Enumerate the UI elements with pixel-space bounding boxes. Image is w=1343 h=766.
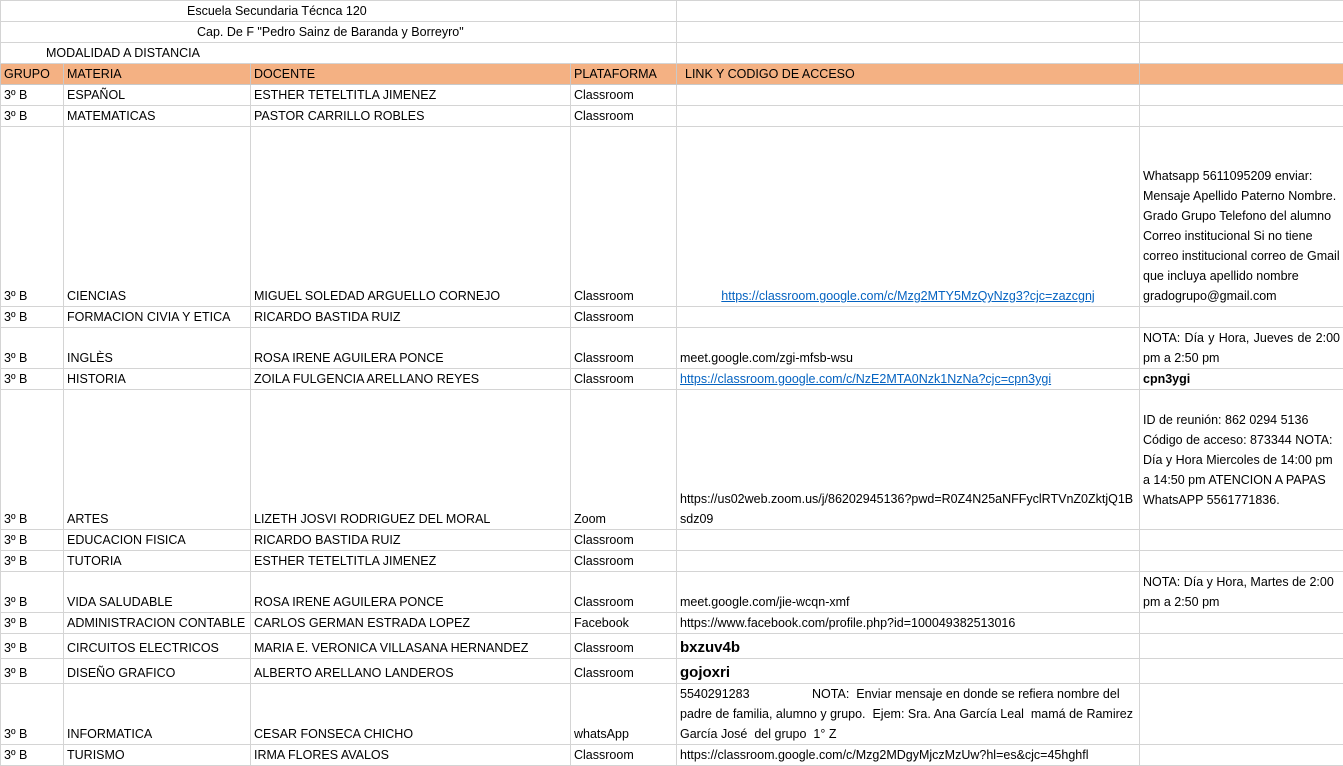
cell-grupo: 3º B xyxy=(1,530,64,551)
cell-materia: INGLÈS xyxy=(64,328,251,369)
cell-plataforma: Classroom xyxy=(571,634,677,659)
cell-plataforma: Classroom xyxy=(571,572,677,613)
cell-materia: HISTORIA xyxy=(64,369,251,390)
cell-link xyxy=(677,307,1140,328)
cell-link: meet.google.com/jie-wcqn-xmf xyxy=(677,572,1140,613)
cell-materia: ESPAÑOL xyxy=(64,85,251,106)
table-row xyxy=(1,127,1343,307)
cell-materia: EDUCACION FISICA xyxy=(64,530,251,551)
table-row xyxy=(1,307,1343,328)
cell-grupo: 3º B xyxy=(1,634,64,659)
cell-plataforma: Zoom xyxy=(571,390,677,530)
cell-nota xyxy=(1140,613,1343,634)
table-row xyxy=(1,572,1343,613)
cell-materia: TURISMO xyxy=(64,745,251,766)
header-grupo: GRUPO xyxy=(1,64,64,85)
header-link: LINK Y CODIGO DE ACCESO xyxy=(677,64,1140,85)
cell-plataforma: Classroom xyxy=(571,369,677,390)
cell-nota xyxy=(1140,551,1343,572)
cell-nota xyxy=(1140,85,1343,106)
cell-materia: CIENCIAS xyxy=(64,127,251,307)
cell-plataforma: Classroom xyxy=(571,659,677,684)
cell-link xyxy=(677,106,1140,127)
cell-grupo: 3º B xyxy=(1,659,64,684)
cell-docente: ZOILA FULGENCIA ARELLANO REYES xyxy=(251,369,571,390)
cell-materia: MATEMATICAS xyxy=(64,106,251,127)
cell-plataforma: Classroom xyxy=(571,85,677,106)
cell-materia: DISEÑO GRAFICO xyxy=(64,659,251,684)
cell-link: meet.google.com/zgi-mfsb-wsu xyxy=(677,328,1140,369)
table-row xyxy=(1,390,1343,530)
cell-link: gojoxri xyxy=(677,659,1140,684)
empty-cell xyxy=(1140,1,1343,22)
cell-link: https://www.facebook.com/profile.php?id=100049382513016 xyxy=(677,613,1140,634)
cell-docente: ESTHER TETELTITLA JIMENEZ xyxy=(251,85,571,106)
table-row xyxy=(1,106,1343,127)
table-row xyxy=(1,369,1343,390)
cell-materia: ADMINISTRACION CONTABLE xyxy=(64,613,251,634)
empty-cell xyxy=(677,1,1140,22)
cell-link: 5540291283 NOTA: Enviar mensaje en donde se refiera nombre del padre de familia, alumno y grupo. Ejem: Sra. Ana García Leal mamá de Ramirez García José del grupo 1° Z xyxy=(677,684,1140,745)
cell-materia: INFORMATICA xyxy=(64,684,251,745)
cell-plataforma: Classroom xyxy=(571,328,677,369)
cell-link xyxy=(677,530,1140,551)
cell-link: https://us02web.zoom.us/j/86202945136?pwd=R0Z4N25aNFFyclRTVnZ0ZktjQ1Bsdz09 xyxy=(677,390,1140,530)
ciencias-classroom-link[interactable]: https://classroom.google.com/c/Mzg2MTY5MzQyNzg3?cjc=zazcgnj xyxy=(721,289,1094,303)
cell-nota: NOTA: Día y Hora, Jueves de 2:00 pm a 2:50 pm xyxy=(1140,328,1343,369)
cell-plataforma: whatsApp xyxy=(571,684,677,745)
cell-docente: ESTHER TETELTITLA JIMENEZ xyxy=(251,551,571,572)
school-title: Escuela Secundaria Técnca 120 xyxy=(1,1,677,22)
cell-nota xyxy=(1140,684,1343,745)
cell-plataforma: Classroom xyxy=(571,106,677,127)
empty-cell xyxy=(1140,43,1343,64)
cell-grupo: 3º B xyxy=(1,572,64,613)
cell-docente: MARIA E. VERONICA VILLASANA HERNANDEZ xyxy=(251,634,571,659)
cell-grupo: 3º B xyxy=(1,745,64,766)
cell-link: https://classroom.google.com/c/Mzg2MDgyMjczMzUw?hl=es&cjc=45hghfl xyxy=(677,745,1140,766)
cell-materia: CIRCUITOS ELECTRICOS xyxy=(64,634,251,659)
table-row xyxy=(1,745,1343,766)
table-row xyxy=(1,613,1343,634)
cell-link xyxy=(677,551,1140,572)
cell-link xyxy=(677,85,1140,106)
table-row xyxy=(1,530,1343,551)
cell-grupo: 3º B xyxy=(1,106,64,127)
historia-classroom-link[interactable]: https://classroom.google.com/c/NzE2MTA0Nzk1NzNa?cjc=cpn3ygi xyxy=(680,372,1051,386)
header-materia: MATERIA xyxy=(64,64,251,85)
cell-docente: CESAR FONSECA CHICHO xyxy=(251,684,571,745)
cell-nota xyxy=(1140,659,1343,684)
table-row xyxy=(1,659,1343,684)
cell-nota: Whatsapp 5611095209 enviar: Mensaje Apellido Paterno Nombre. Grado Grupo Telefono del alumno Correo institucional Si no tiene correo institucional correo de Gmail que incluya apellido nombre gradogrupo@gmail.com xyxy=(1140,127,1343,307)
cell-plataforma: Classroom xyxy=(571,745,677,766)
cell-docente: LIZETH JOSVI RODRIGUEZ DEL MORAL xyxy=(251,390,571,530)
mode-title: MODALIDAD A DISTANCIA xyxy=(1,43,677,64)
cell-link-wrap xyxy=(677,369,1140,390)
cell-materia: ARTES xyxy=(64,390,251,530)
cell-materia: FORMACION CIVIA Y ETICA xyxy=(64,307,251,328)
cell-docente: ROSA IRENE AGUILERA PONCE xyxy=(251,572,571,613)
cell-plataforma: Facebook xyxy=(571,613,677,634)
cell-docente: ROSA IRENE AGUILERA PONCE xyxy=(251,328,571,369)
address-title: Cap. De F "Pedro Sainz de Baranda y Borreyro" xyxy=(1,22,677,43)
cell-nota xyxy=(1140,106,1343,127)
header-plataforma: PLATAFORMA xyxy=(571,64,677,85)
table-row xyxy=(1,634,1343,659)
cell-materia: TUTORIA xyxy=(64,551,251,572)
cell-link: bxzuv4b xyxy=(677,634,1140,659)
empty-cell xyxy=(677,22,1140,43)
cell-nota: cpn3ygi xyxy=(1140,369,1343,390)
cell-grupo: 3º B xyxy=(1,369,64,390)
cell-plataforma: Classroom xyxy=(571,551,677,572)
cell-grupo: 3º B xyxy=(1,328,64,369)
table-row xyxy=(1,328,1343,369)
cell-grupo: 3º B xyxy=(1,85,64,106)
cell-nota xyxy=(1140,307,1343,328)
cell-nota: NOTA: Día y Hora, Martes de 2:00 pm a 2:50 pm xyxy=(1140,572,1343,613)
cell-grupo: 3º B xyxy=(1,613,64,634)
cell-docente: CARLOS GERMAN ESTRADA LOPEZ xyxy=(251,613,571,634)
empty-cell xyxy=(677,43,1140,64)
cell-materia: VIDA SALUDABLE xyxy=(64,572,251,613)
cell-plataforma: Classroom xyxy=(571,530,677,551)
cell-docente: RICARDO BASTIDA RUIZ xyxy=(251,530,571,551)
header-nota xyxy=(1140,64,1343,85)
cell-nota xyxy=(1140,745,1343,766)
cell-plataforma: Classroom xyxy=(571,127,677,307)
cell-docente: MIGUEL SOLEDAD ARGUELLO CORNEJO xyxy=(251,127,571,307)
table-row xyxy=(1,684,1343,745)
cell-grupo: 3º B xyxy=(1,551,64,572)
table-row xyxy=(1,85,1343,106)
table-row xyxy=(1,551,1343,572)
cell-grupo: 3º B xyxy=(1,684,64,745)
empty-cell xyxy=(1140,22,1343,43)
cell-nota xyxy=(1140,634,1343,659)
cell-docente: RICARDO BASTIDA RUIZ xyxy=(251,307,571,328)
cell-docente: PASTOR CARRILLO ROBLES xyxy=(251,106,571,127)
cell-plataforma: Classroom xyxy=(571,307,677,328)
cell-link-wrap xyxy=(677,127,1140,307)
cell-grupo: 3º B xyxy=(1,127,64,307)
cell-nota xyxy=(1140,530,1343,551)
cell-grupo: 3º B xyxy=(1,390,64,530)
header-docente: DOCENTE xyxy=(251,64,571,85)
cell-nota: ID de reunión: 862 0294 5136 Código de acceso: 873344 NOTA: Día y Hora Miercoles de 14:00 pm a 14:50 pm ATENCION A PAPAS WhatsAPP 5561771836. xyxy=(1140,390,1343,530)
cell-grupo: 3º B xyxy=(1,307,64,328)
cell-docente: IRMA FLORES AVALOS xyxy=(251,745,571,766)
cell-docente: ALBERTO ARELLANO LANDEROS xyxy=(251,659,571,684)
